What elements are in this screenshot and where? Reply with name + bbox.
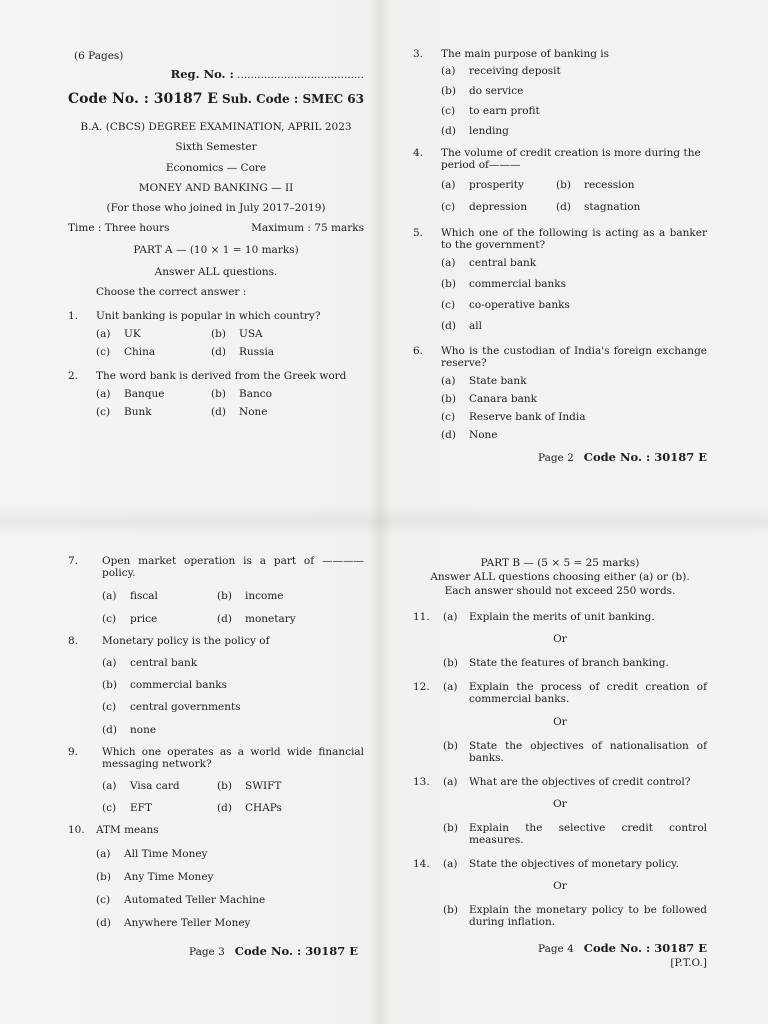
option-c: (c) China: [96, 346, 156, 359]
code-no: Code No. : 30187 E: [68, 91, 218, 108]
paper-title: MONEY AND BANKING — II: [138, 181, 294, 194]
option-a: (a) central bank: [441, 256, 537, 269]
question-text: Unit banking is popular in which country?: [96, 309, 321, 322]
page-3-footer: [68, 945, 364, 958]
pto-note: [P.T.O.]: [670, 957, 707, 970]
question-12-b: (b) State the objectives of nationalisation of banks.: [443, 739, 707, 764]
page-number: Page 3: [188, 946, 225, 959]
option-a: (a) central bank: [102, 657, 198, 670]
question-12-a: 12. (a) Explain the process of credit creation of commercial banks.: [413, 681, 707, 706]
page-1: [68, 50, 364, 418]
options-3: [441, 65, 707, 137]
footer-code: Code No. : 30187 E: [583, 450, 707, 465]
question-14-a: 14. (a) State the objectives of monetary policy.: [413, 857, 679, 870]
question-number: 2.: [68, 370, 79, 383]
part-b-heading: PART B — (5 × 5 = 25 marks): [480, 557, 640, 569]
question-7: 7. Open market operation is a part of ———— policy.: [68, 555, 364, 580]
question-8: 8. Monetary policy is the policy of: [68, 635, 270, 648]
reg-no-label: Reg. No. :: [170, 67, 234, 82]
option-b: (b) USA: [211, 328, 263, 340]
option-d: (d) stagnation: [556, 200, 641, 213]
option-b: (b) income: [217, 590, 284, 603]
time: Time : Three hours: [68, 221, 170, 234]
option-a: (a) receiving deposit: [441, 65, 561, 78]
option-b: (b) commercial banks: [441, 277, 567, 290]
option-a: (a) prosperity: [441, 179, 524, 192]
option-c: (c) Bunk: [96, 406, 152, 419]
option-a: (a) fiscal: [102, 590, 158, 603]
question-4: 4. The volume of credit creation is more during the period of———: [413, 147, 701, 172]
part-a-heading: PART A — (10 × 1 = 10 marks): [133, 243, 299, 256]
options-4: [441, 179, 707, 212]
page-number: Page 4: [537, 943, 574, 956]
option-d: (d) None: [441, 429, 498, 442]
option-d: (d) None: [211, 406, 268, 419]
option-d: (d) all: [441, 319, 482, 332]
reg-no: [68, 68, 364, 81]
options-9: [102, 780, 364, 814]
question-5: 5. Which one of the following is acting as a banker to the government?: [413, 226, 707, 251]
page-3: [68, 555, 364, 958]
or-label: Or: [553, 797, 567, 810]
option-d: (d) none: [102, 723, 157, 736]
options-8: [102, 657, 364, 735]
option-b: (b) Banco: [211, 388, 272, 401]
question-2: [68, 370, 364, 382]
option-c: (c) EFT: [102, 801, 152, 814]
footer-code: Code No. : 30187 E: [234, 944, 358, 959]
subject: Economics — Core: [165, 161, 267, 174]
max-marks: Maximum : 75 marks: [251, 221, 364, 234]
options-5: [441, 257, 707, 332]
page-2-footer: [413, 451, 707, 464]
option-b: (b) Canara bank: [441, 393, 538, 406]
answer-all: Answer ALL questions.: [154, 265, 278, 278]
option-b: (b) do service: [441, 85, 524, 98]
question-6: 6. Who is the custodian of India's foreign exchange reserve?: [413, 344, 707, 369]
question-13-a: 13. (a) What are the objectives of credit control?: [413, 775, 691, 788]
option-d: (d) lending: [441, 125, 509, 138]
option-d: (d) CHAPs: [217, 801, 282, 814]
option-c: (c) co-operative banks: [441, 298, 570, 311]
options-2: [96, 388, 364, 418]
option-a: (a) Visa card: [102, 779, 180, 792]
semester: Sixth Semester: [175, 141, 257, 154]
part-b-instruction-2: Each answer should not exceed 250 words.: [444, 585, 676, 598]
option-c: (c) Automated Teller Machine: [96, 894, 266, 906]
option-c: (c) to earn profit: [441, 105, 540, 118]
option-a: (a) All Time Money: [96, 847, 208, 860]
question-text: The word bank is derived from the Greek word: [96, 370, 347, 383]
choose-instruction: Choose the correct answer :: [96, 285, 247, 298]
option-c: (c) price: [102, 613, 158, 626]
exam-title: B.A. (CBCS) DEGREE EXAMINATION, APRIL 2023: [80, 121, 352, 134]
code-line: [68, 91, 364, 107]
question-11-a: 11. (a) Explain the merits of unit banking.: [413, 611, 655, 624]
option-a: (a) UK: [96, 328, 141, 340]
options-6: [441, 375, 707, 441]
options-7: [102, 590, 364, 625]
option-d: (d) Anywhere Teller Money: [96, 917, 251, 930]
question-10: 10. ATM means: [68, 823, 159, 836]
page-4: [413, 557, 707, 969]
or-label: Or: [553, 715, 567, 728]
reg-no-blank: ......................................: [237, 69, 364, 82]
option-d: (d) Russia: [211, 346, 275, 359]
page-2: [413, 48, 707, 465]
time-marks: [68, 222, 364, 234]
joined-note: (For those who joined in July 2017–2019): [106, 201, 326, 214]
option-a: (a) State bank: [441, 375, 527, 388]
question-number: 1.: [68, 309, 79, 322]
option-a: (a) Banque: [96, 388, 165, 401]
option-b: (b) SWIFT: [217, 779, 282, 792]
question-13-b: (b) Explain the selective credit control measures.: [443, 821, 707, 846]
option-c: (c) depression: [441, 200, 528, 213]
option-c: (c) Reserve bank of India: [441, 411, 586, 424]
page-number: Page 2: [537, 452, 574, 465]
paper-fold: [0, 506, 768, 536]
option-b: (b) commercial banks: [102, 679, 228, 692]
page-4-footer: [413, 942, 707, 955]
or-label: Or: [553, 880, 567, 892]
part-b-instruction-1: Answer ALL questions choosing either (a) or (b).: [430, 571, 690, 584]
options-1: [96, 328, 364, 358]
footer-code: Code No. : 30187 E: [583, 941, 707, 956]
question-11-b: (b) State the features of branch banking.: [443, 657, 669, 670]
question-14-b: (b) Explain the monetary policy to be followed during inflation.: [443, 904, 707, 929]
pages-note: (6 Pages): [74, 50, 124, 62]
options-10: [96, 848, 364, 929]
question-1: [68, 310, 364, 322]
or-label: Or: [553, 633, 567, 646]
question-9: 9. Which one operates as a world wide financial messaging network?: [68, 745, 364, 770]
sub-code: Sub. Code : SMEC 63: [221, 92, 364, 107]
option-b: (b) recession: [556, 179, 635, 192]
option-d: (d) monetary: [217, 613, 296, 626]
option-b: (b) Any Time Money: [96, 870, 214, 883]
option-c: (c) central governments: [102, 701, 241, 714]
question-3: 3. The main purpose of banking is: [413, 48, 610, 60]
